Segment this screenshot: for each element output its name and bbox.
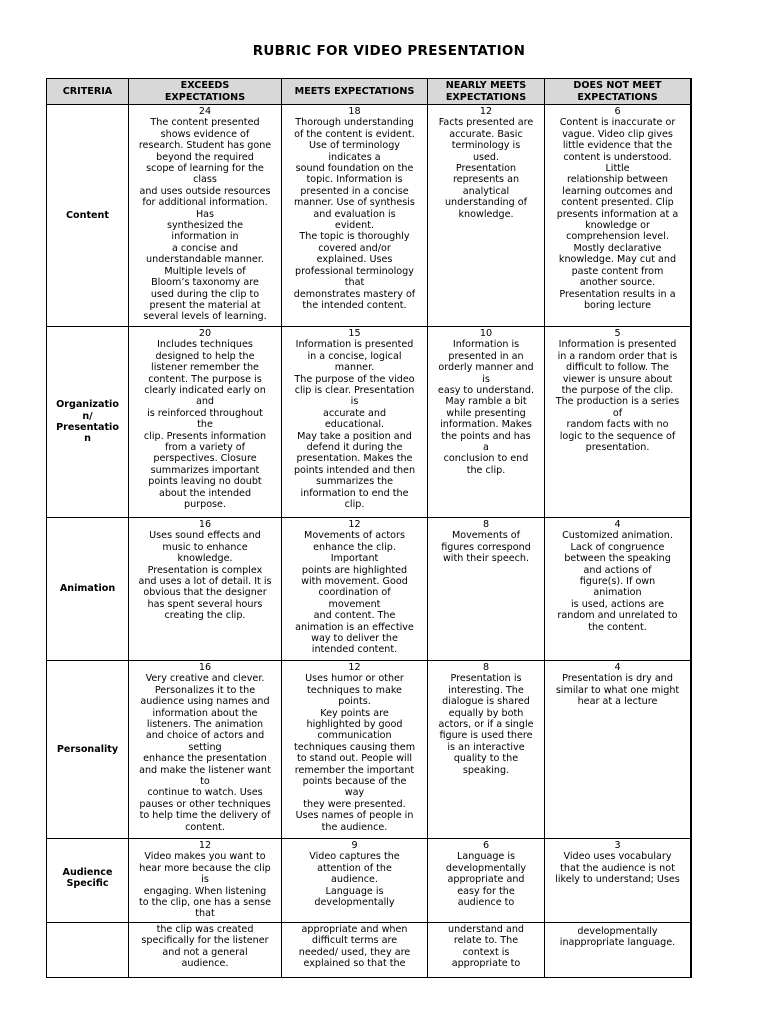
description-text: Thorough understanding of the content is evident. Use of terminology indicates a sound foundation on the topic. Information is presented in a concise manner. Use of synthesis and evaluation is evident. The topic is thoroughly covered and/or explained. Uses professional terminology that demonstrates mastery of the intended content. — [293, 117, 416, 311]
points-value: 20 — [198, 328, 212, 339]
meets-cell — [282, 923, 428, 978]
header-meets: MEETS EXPECTATIONS — [282, 79, 428, 105]
header-nearly-meets: NEARLY MEETS EXPECTATIONS — [428, 79, 545, 105]
description-text: Customized animation. Lack of congruence between the speaking and actions of figure(s). If own animation is used, actions are random and unrelated to the content. — [557, 530, 678, 633]
table-row — [47, 327, 692, 518]
points-value: 8 — [482, 519, 490, 530]
description-text: Information is presented in a concise, logical manner. The purpose of the video clip is clear. Presentation is accurate and educational. May take a position and defend it during the presentation. Makes the points intended and then summarizes the information to end the clip. — [293, 339, 416, 511]
points-value: 16 — [198, 519, 212, 530]
points-value: 9 — [351, 840, 358, 851]
meets-cell — [282, 661, 428, 839]
points-value: 4 — [614, 519, 621, 530]
description-text: Information is presented in an orderly manner and is easy to understand. May ramble a bit while presenting information. Makes the points and has a conclusion to end the clip. — [437, 339, 535, 476]
description-text: Information is presented in a random order that is difficult to follow. The viewer is unsure about the purpose of the clip. The production is a series of random facts with no logic to the sequence of presentation. — [555, 339, 680, 454]
points-value: 12 — [479, 106, 493, 117]
description-text: Content is inaccurate or vague. Video clip gives little evidence that the content is understood. Little relationship between learning outcomes and content presented. Clip presents information at a knowledge or comprehension level. Mostly declarative knowledge. May cut and paste content from another source. Presentation results in a boring lecture — [556, 117, 679, 311]
description-text: Video makes you want to hear more because the clip is engaging. When listening to the clip, one has a sense that — [139, 851, 271, 920]
points-value: 3 — [614, 840, 621, 851]
does-not-meet-cell — [545, 661, 691, 839]
description-text: Video captures the attention of the audience. Language is developmentally — [309, 851, 400, 909]
does-not-meet-cell — [545, 923, 691, 978]
nearly-meets-cell — [428, 661, 545, 839]
criteria-cell: Audience Specific — [47, 839, 129, 923]
points-value: 8 — [482, 662, 490, 673]
nearly-meets-cell — [428, 518, 545, 661]
meets-cell — [282, 105, 428, 327]
points-value: 16 — [198, 662, 212, 673]
nearly-meets-cell — [428, 839, 545, 923]
does-not-meet-cell — [545, 105, 691, 327]
score-cell — [691, 518, 692, 661]
description-text: Includes techniques designed to help the listener remember the content. The purpose is clearly indicated early on and is reinforced throughout the clip. Presents information from a variety of perspectives. Closure summarizes important points leaving no doubt about the intended purpose. — [143, 339, 267, 511]
meets-cell — [282, 839, 428, 923]
header-does-not-meet: DOES NOT MEET EXPECTATIONS — [545, 79, 691, 105]
criteria-cell: Organizatio n/ Presentatio n — [47, 327, 129, 518]
exceeds-cell — [129, 518, 282, 661]
description-text: appropriate and when difficult terms are needed/ used, they are explained so that the — [298, 924, 411, 970]
description-text: Movements of actors enhance the clip. Important points are highlighted with movement. Good coordination of movement and content. The animation is an effective way to deliver the intended content. — [295, 530, 414, 656]
does-not-meet-cell — [545, 327, 691, 518]
score-cell — [691, 327, 692, 518]
header-criteria: CRITERIA — [47, 79, 129, 105]
header-row — [47, 79, 692, 105]
does-not-meet-cell — [545, 518, 691, 661]
table-row — [47, 105, 692, 327]
points-value: 12 — [348, 662, 361, 673]
description-text: Facts presented are accurate. Basic terminology is used. Presentation represents an analytical understanding of knowledge. — [438, 117, 534, 220]
does-not-meet-cell — [545, 839, 691, 923]
page-title: RUBRIC FOR VIDEO PRESENTATION — [252, 43, 526, 59]
criteria-cell: Content — [47, 105, 129, 327]
score-cell — [691, 923, 692, 978]
points-value: 12 — [198, 840, 212, 851]
description-text: Very creative and clever. Personalizes it to the audience using names and information about the listeners. The animation and choice of actors and setting enhance the presentation and make the listener want to continue to watch. Uses pauses or other techniques to help time the delivery of content. — [139, 673, 271, 833]
description-text: Presentation is dry and similar to what one might hear at a lecture — [555, 673, 680, 708]
points-value: 5 — [614, 328, 621, 339]
description-text: developmentally inappropriate language. — [559, 926, 676, 949]
points-value: 12 — [348, 519, 361, 530]
nearly-meets-cell — [428, 105, 545, 327]
description-text: Presentation is interesting. The dialogue is shared equally by both actors, or if a single figure is used there is an interactive quality to the speaking. — [438, 673, 534, 776]
score-cell — [691, 839, 692, 923]
points-value: 18 — [348, 106, 361, 117]
header-score — [691, 79, 692, 105]
points-value: 6 — [482, 840, 490, 851]
score-cell — [691, 105, 692, 327]
nearly-meets-cell — [428, 327, 545, 518]
description-text: Movements of figures correspond with their speech. — [441, 530, 531, 565]
criteria-cell: Personality — [47, 661, 129, 839]
points-value: 6 — [614, 106, 621, 117]
points-value: 4 — [614, 662, 621, 673]
nearly-meets-cell — [428, 923, 545, 978]
table-row — [47, 923, 692, 978]
criteria-cell: Animation — [47, 518, 129, 661]
exceeds-cell — [129, 327, 282, 518]
description-text: Video uses vocabulary that the audience is not likely to understand; Uses — [555, 851, 680, 886]
exceeds-cell — [129, 661, 282, 839]
description-text: Uses humor or other techniques to make points. Key points are highlighted by good communication techniques causing them to stand out. People will remember the important points because of the way they were presented. Uses names of people in the audience. — [293, 673, 416, 833]
rubric-table — [46, 78, 692, 978]
points-value: 10 — [479, 328, 493, 339]
meets-cell — [282, 518, 428, 661]
description-text: Language is developmentally appropriate and easy for the audience to — [445, 851, 527, 909]
exceeds-cell — [129, 105, 282, 327]
description-text: The content presented shows evidence of research. Student has gone beyond the required scope of learning for the class and uses outside resources for additional information. Has synthesized the information in a concise and understandable manner. Multiple levels of Bloom’s taxonomy are used during the clip to present the material at several levels of learning. — [138, 117, 272, 323]
exceeds-cell — [129, 923, 282, 978]
header-exceeds: EXCEEDS EXPECTATIONS — [129, 79, 282, 105]
points-value: 24 — [198, 106, 212, 117]
description-text: Uses sound effects and music to enhance knowledge. Presentation is complex and uses a lot of detail. It is obvious that the designer has spent several hours creating the clip. — [138, 530, 272, 622]
meets-cell — [282, 327, 428, 518]
description-text: the clip was created specifically for the listener and not a general audience. — [141, 924, 269, 970]
table-row — [47, 839, 692, 923]
exceeds-cell — [129, 839, 282, 923]
description-text: understand and relate to. The context is appropriate to — [447, 924, 524, 970]
points-value: 15 — [348, 328, 361, 339]
table-row — [47, 661, 692, 839]
table-row — [47, 518, 692, 661]
score-cell — [691, 661, 692, 839]
criteria-cell — [47, 923, 129, 978]
